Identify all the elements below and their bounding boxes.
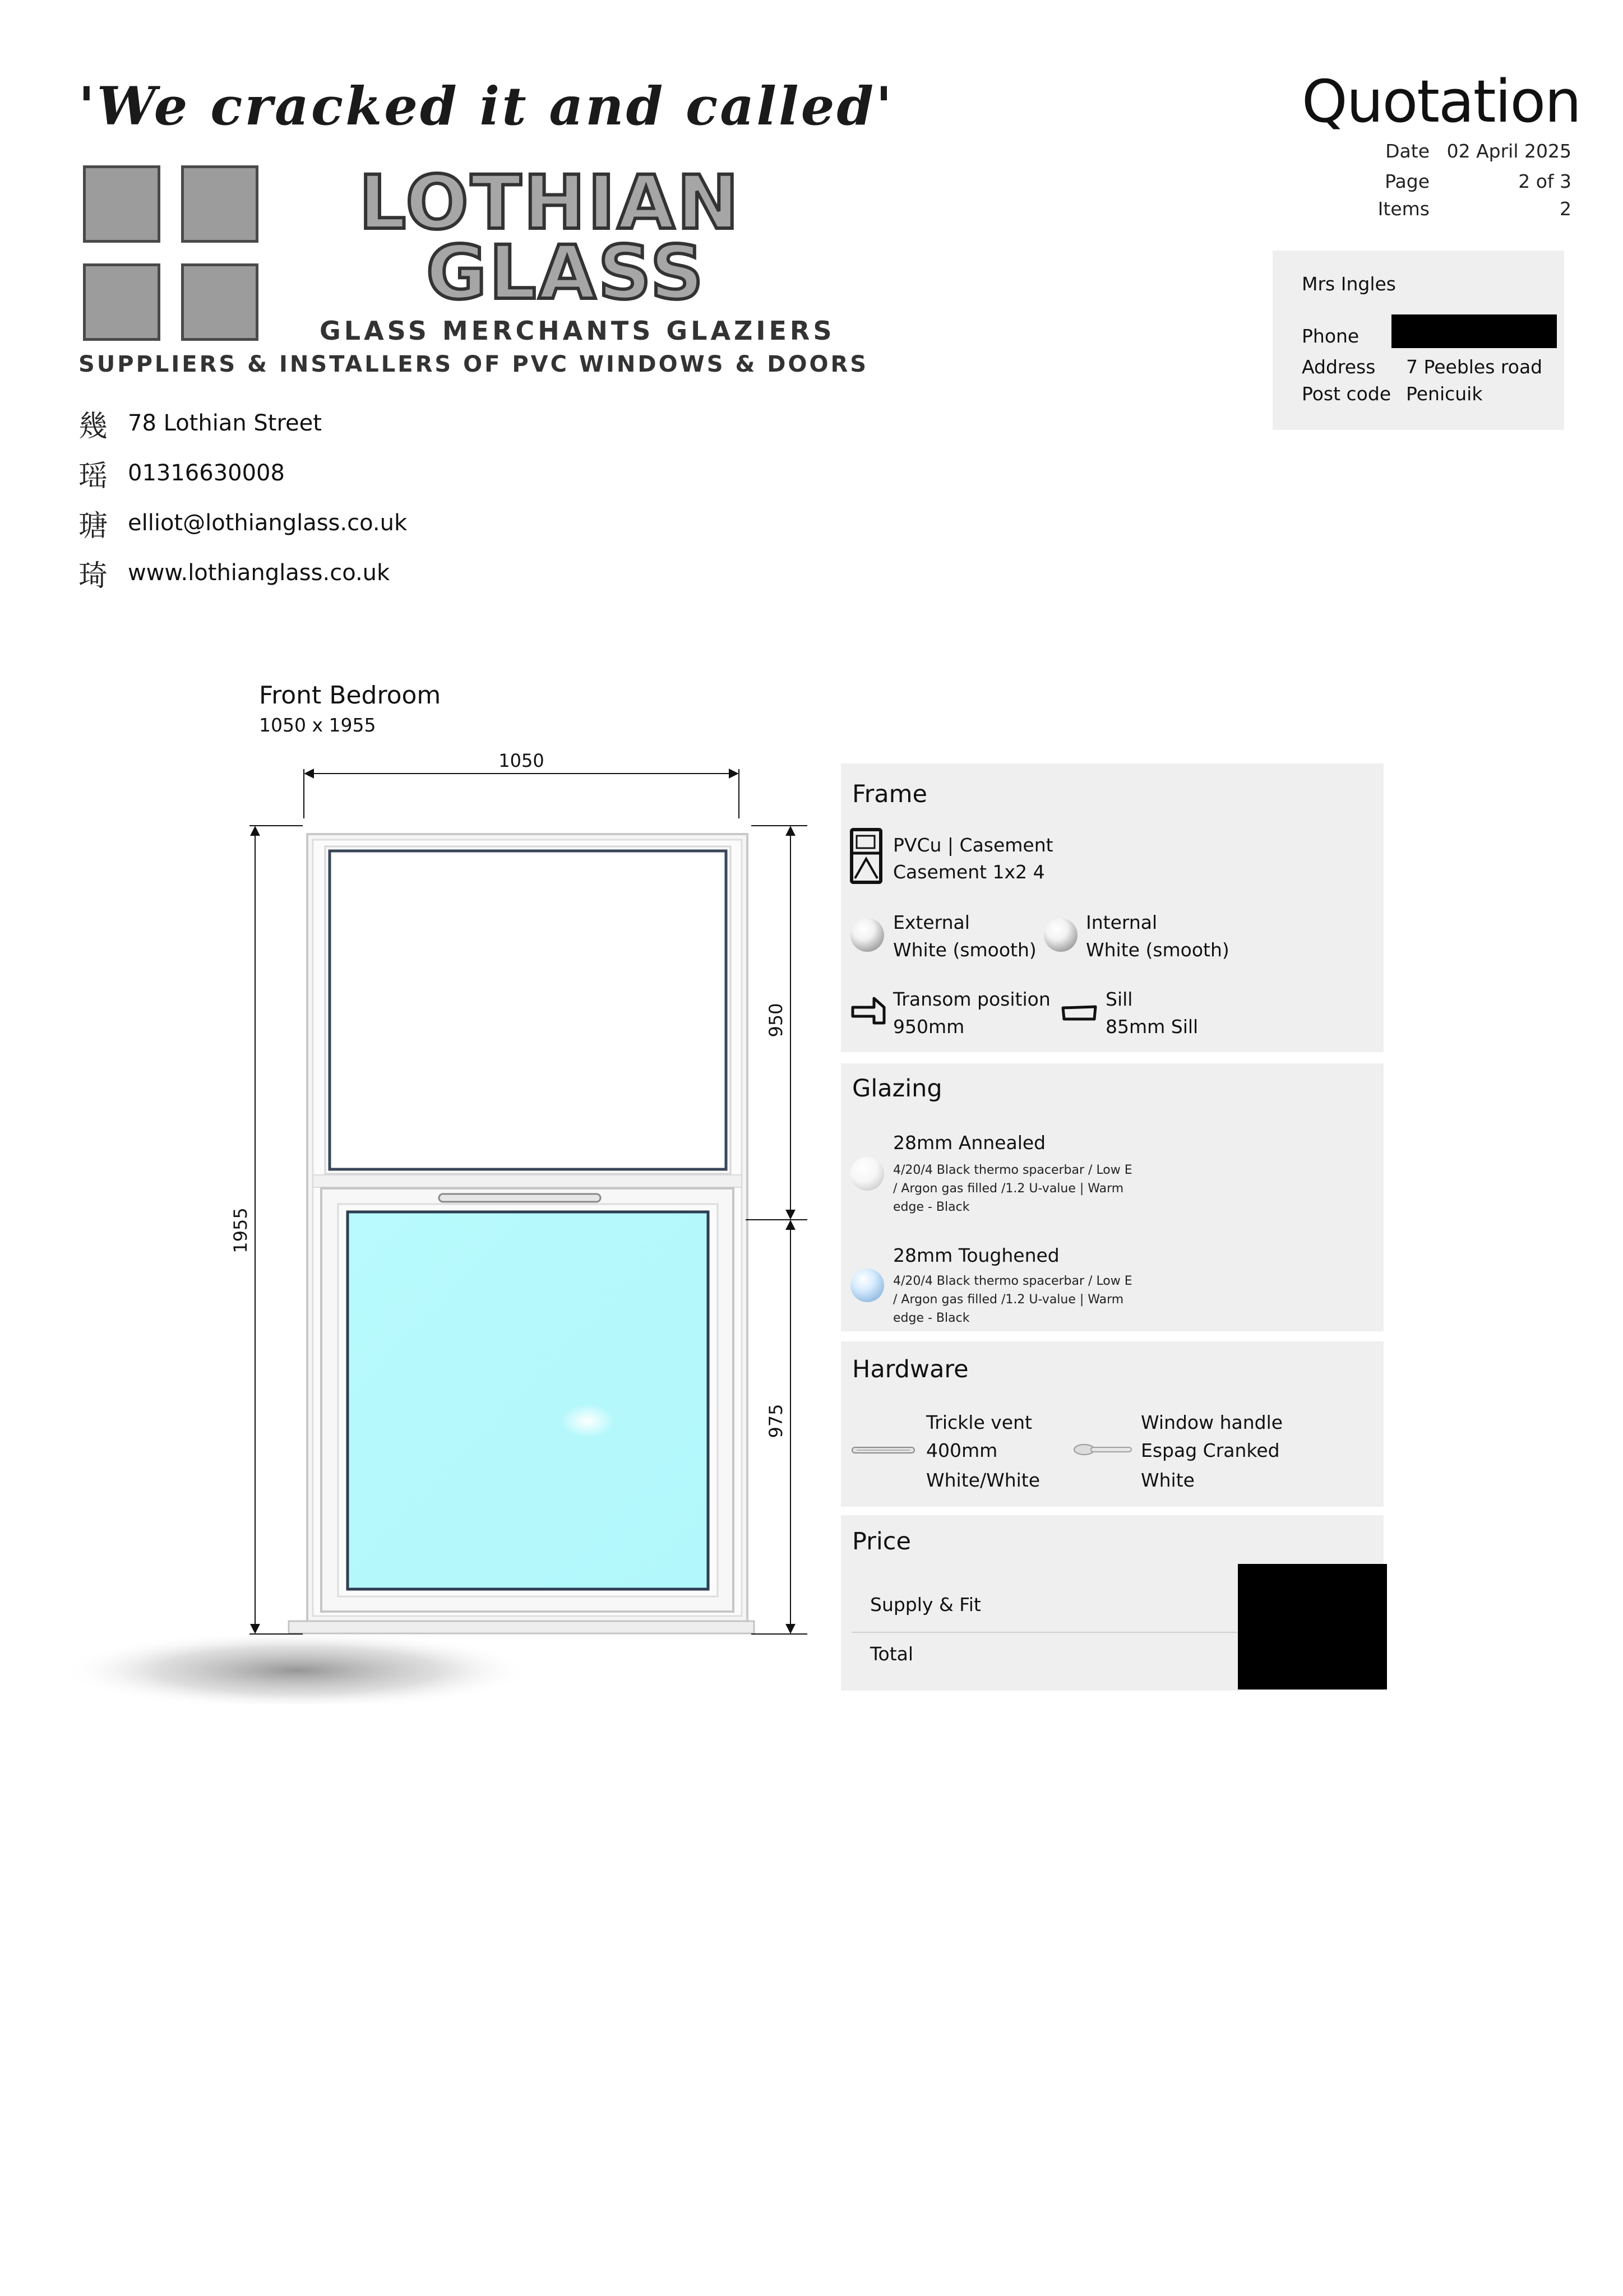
website-icon: 琦 <box>78 559 108 593</box>
email-icon: 瑭 <box>78 509 108 543</box>
window-handle-type: Espag Cranked <box>1141 1439 1280 1461</box>
customer-postcode: Penicuik <box>1406 383 1483 405</box>
hardware-title: Hardware <box>852 1355 969 1383</box>
page-number: 2 of 3 <box>1518 170 1571 192</box>
glass-glare <box>561 1404 614 1438</box>
items-label: Items <box>1377 198 1430 220</box>
external-value: White (smooth) <box>893 939 1037 961</box>
floor-shadow <box>62 1631 533 1704</box>
bottom-dim-label: 975 <box>765 1404 787 1438</box>
toughened-glass-swatch <box>850 1269 884 1302</box>
page-label: Page <box>1385 170 1430 192</box>
contact-phone <box>78 453 285 493</box>
logo-word-glass: GLASS <box>426 230 706 316</box>
total-label: Total <box>870 1643 914 1665</box>
phone-text: 01316630008 <box>128 460 285 486</box>
sill-label: Sill <box>1106 988 1133 1010</box>
email-link[interactable]: elliot@lothianglass.co.uk <box>128 510 408 536</box>
item-title: Front Bedroom <box>259 681 441 710</box>
trickle-vent-size: 400mm <box>926 1439 998 1461</box>
customer-phone-redacted <box>1391 314 1557 348</box>
window-handle-colour: White <box>1141 1469 1195 1491</box>
transom-value: 950mm <box>893 1016 965 1038</box>
supply-fit-label: Supply & Fit <box>870 1594 981 1615</box>
logo-subtitle: GLASS MERCHANTS GLAZIERS <box>320 316 835 346</box>
logo-square <box>181 263 258 341</box>
trickle-vent-label: Trickle vent <box>926 1411 1032 1433</box>
contact-website <box>78 553 390 592</box>
website-link[interactable]: www.lothianglass.co.uk <box>128 560 390 586</box>
items-count: 2 <box>1560 198 1571 220</box>
width-dim-label: 1050 <box>498 751 544 771</box>
glazing-item-spec: 4/20/4 Black thermo spacerbar / Low E / Argon gas filled /1.2 U-value | Warm edge - Black <box>893 1163 1132 1214</box>
glazing-title: Glazing <box>852 1075 942 1103</box>
date-value: 02 April 2025 <box>1446 140 1571 162</box>
trickle-vent-colour: White/White <box>926 1469 1041 1491</box>
casement-icon <box>850 828 882 884</box>
frame-style: Casement 1x2 4 <box>893 861 1045 883</box>
logo-subtitle-2: SUPPLIERS & INSTALLERS OF PVC WINDOWS & DOORS <box>78 351 869 377</box>
logo-square <box>83 165 160 243</box>
date-label: Date <box>1385 140 1430 162</box>
customer-address-label: Address <box>1302 356 1376 378</box>
logo-square <box>181 165 258 243</box>
item-size: 1050 x 1955 <box>259 714 376 736</box>
window-sill <box>289 1621 754 1633</box>
customer-phone-label: Phone <box>1302 325 1360 347</box>
frame-title: Frame <box>852 780 927 808</box>
trickle-vent-icon <box>851 1445 915 1455</box>
sill-icon <box>1061 1003 1098 1022</box>
internal-label: Internal <box>1086 911 1158 933</box>
frame-panel <box>841 763 1384 1052</box>
transom-icon <box>850 995 887 1029</box>
address-icon: 幾 <box>78 409 108 443</box>
company-logo <box>78 76 894 381</box>
external-label: External <box>893 911 970 933</box>
price-panel <box>841 1515 1384 1691</box>
transom-label: Transom position <box>893 988 1051 1010</box>
internal-colour-swatch <box>1044 918 1078 952</box>
logo-tagline: 'We cracked it and called' <box>78 76 894 137</box>
frame-type: PVCu | Casement <box>893 834 1053 856</box>
customer-postcode-label: Post code <box>1302 383 1391 405</box>
glazing-item-name: 28mm Toughened <box>893 1244 1060 1266</box>
glazing-panel <box>841 1063 1384 1331</box>
glazing-item-name: 28mm Annealed <box>893 1132 1046 1154</box>
annealed-glass-swatch <box>850 1157 884 1191</box>
phone-icon: 瑶 <box>78 459 108 493</box>
customer-address: 7 Peebles road <box>1406 356 1543 378</box>
window-drawing <box>56 751 841 1704</box>
window-handle-icon <box>1072 1441 1134 1458</box>
window-handle-label: Window handle <box>1141 1411 1283 1433</box>
contact-address <box>78 404 322 443</box>
page-title: Quotation <box>1301 67 1580 136</box>
internal-value: White (smooth) <box>1086 939 1229 961</box>
logo-square <box>83 263 160 341</box>
address-text: 78 Lothian Street <box>128 410 322 436</box>
customer-name: Mrs Ingles <box>1302 273 1396 295</box>
sill-value: 85mm Sill <box>1106 1016 1199 1038</box>
price-redacted <box>1238 1564 1387 1689</box>
external-colour-swatch <box>850 918 884 952</box>
price-title: Price <box>852 1527 911 1556</box>
top-dim-label: 950 <box>765 1003 787 1038</box>
logo-word-lothian: LOTHIAN <box>359 160 741 246</box>
top-pane-glass <box>330 851 726 1169</box>
trickle-vent <box>439 1194 600 1202</box>
customer-box <box>1273 251 1564 430</box>
bottom-pane-glass <box>348 1212 708 1589</box>
transom-bar <box>313 1175 742 1187</box>
contact-email <box>78 503 407 543</box>
hardware-panel <box>841 1341 1384 1507</box>
height-dim-label: 1955 <box>230 1207 251 1253</box>
glazing-item-spec: 4/20/4 Black thermo spacerbar / Low E / Argon gas filled /1.2 U-value | Warm edge - Black <box>893 1274 1132 1325</box>
